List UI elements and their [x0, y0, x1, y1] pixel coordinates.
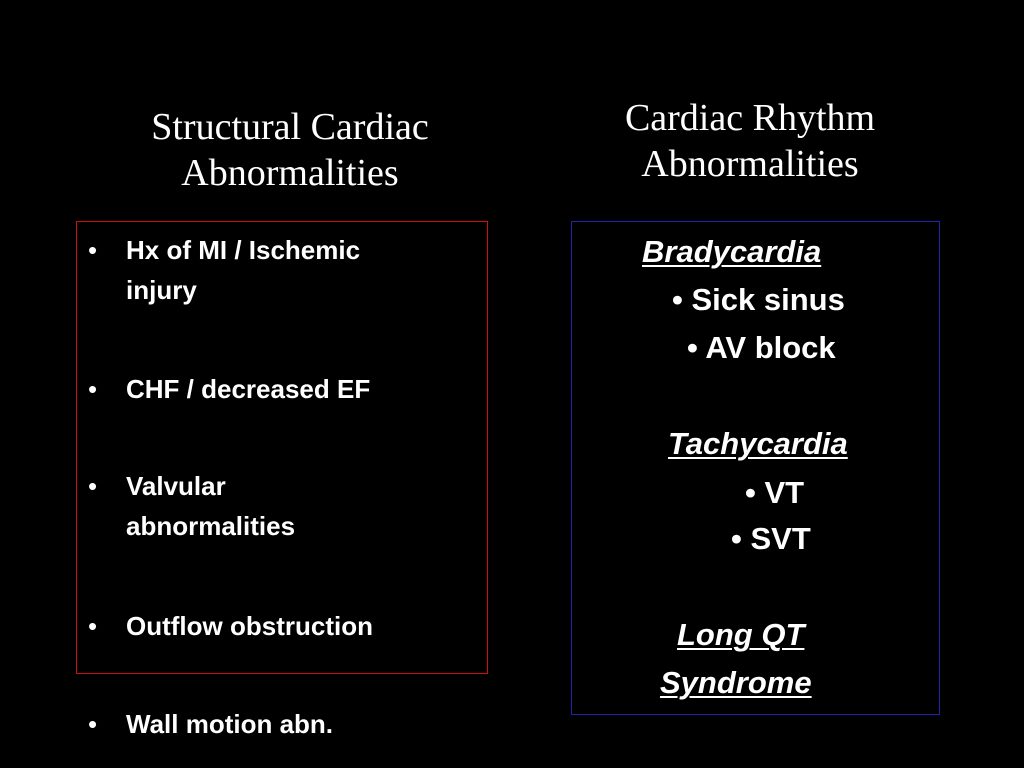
bullet-line: abnormalities: [126, 511, 296, 541]
svt-item: • SVT: [731, 521, 811, 556]
bullet-item-mi: [88, 230, 466, 310]
bradycardia-heading: Bradycardia: [642, 234, 822, 269]
bullet-dot: •: [88, 611, 98, 641]
bullet-item-valvular: [88, 466, 466, 546]
bullet-dot: •: [88, 235, 98, 265]
bullet-line: Valvular: [126, 471, 226, 501]
bullet-item-chf: [88, 369, 466, 409]
bullet-item-wall-motion: [88, 704, 466, 744]
rhythm-heading-line-1: Cardiac Rhythm: [624, 97, 876, 139]
bullet-dot: •: [88, 471, 98, 501]
tachycardia-heading: Tachycardia: [668, 426, 848, 461]
long-qt-heading-line-1: Long QT: [677, 617, 805, 652]
sick-sinus-item: • Sick sinus: [672, 282, 845, 317]
bullet-dot: •: [88, 374, 98, 404]
long-qt-heading-line-2: Syndrome: [660, 665, 812, 700]
bullet-line: Outflow obstruction: [126, 611, 373, 641]
bullet-line: Hx of MI / Ischemic: [126, 235, 361, 265]
bullet-line: CHF / decreased EF: [126, 374, 371, 404]
structural-heading-line-2: Abnormalities: [181, 152, 399, 194]
av-block-item: • AV block: [687, 330, 836, 365]
bullet-line: injury: [126, 275, 197, 305]
structural-heading: [90, 104, 490, 196]
rhythm-heading: [550, 95, 950, 187]
bullet-line: Wall motion abn.: [126, 709, 334, 739]
bullet-item-outflow: [88, 606, 466, 646]
structural-heading-line-1: Structural Cardiac: [151, 106, 429, 148]
rhythm-heading-line-2: Abnormalities: [641, 143, 859, 185]
bullet-dot: •: [88, 709, 98, 739]
vt-item: • VT: [745, 475, 805, 510]
